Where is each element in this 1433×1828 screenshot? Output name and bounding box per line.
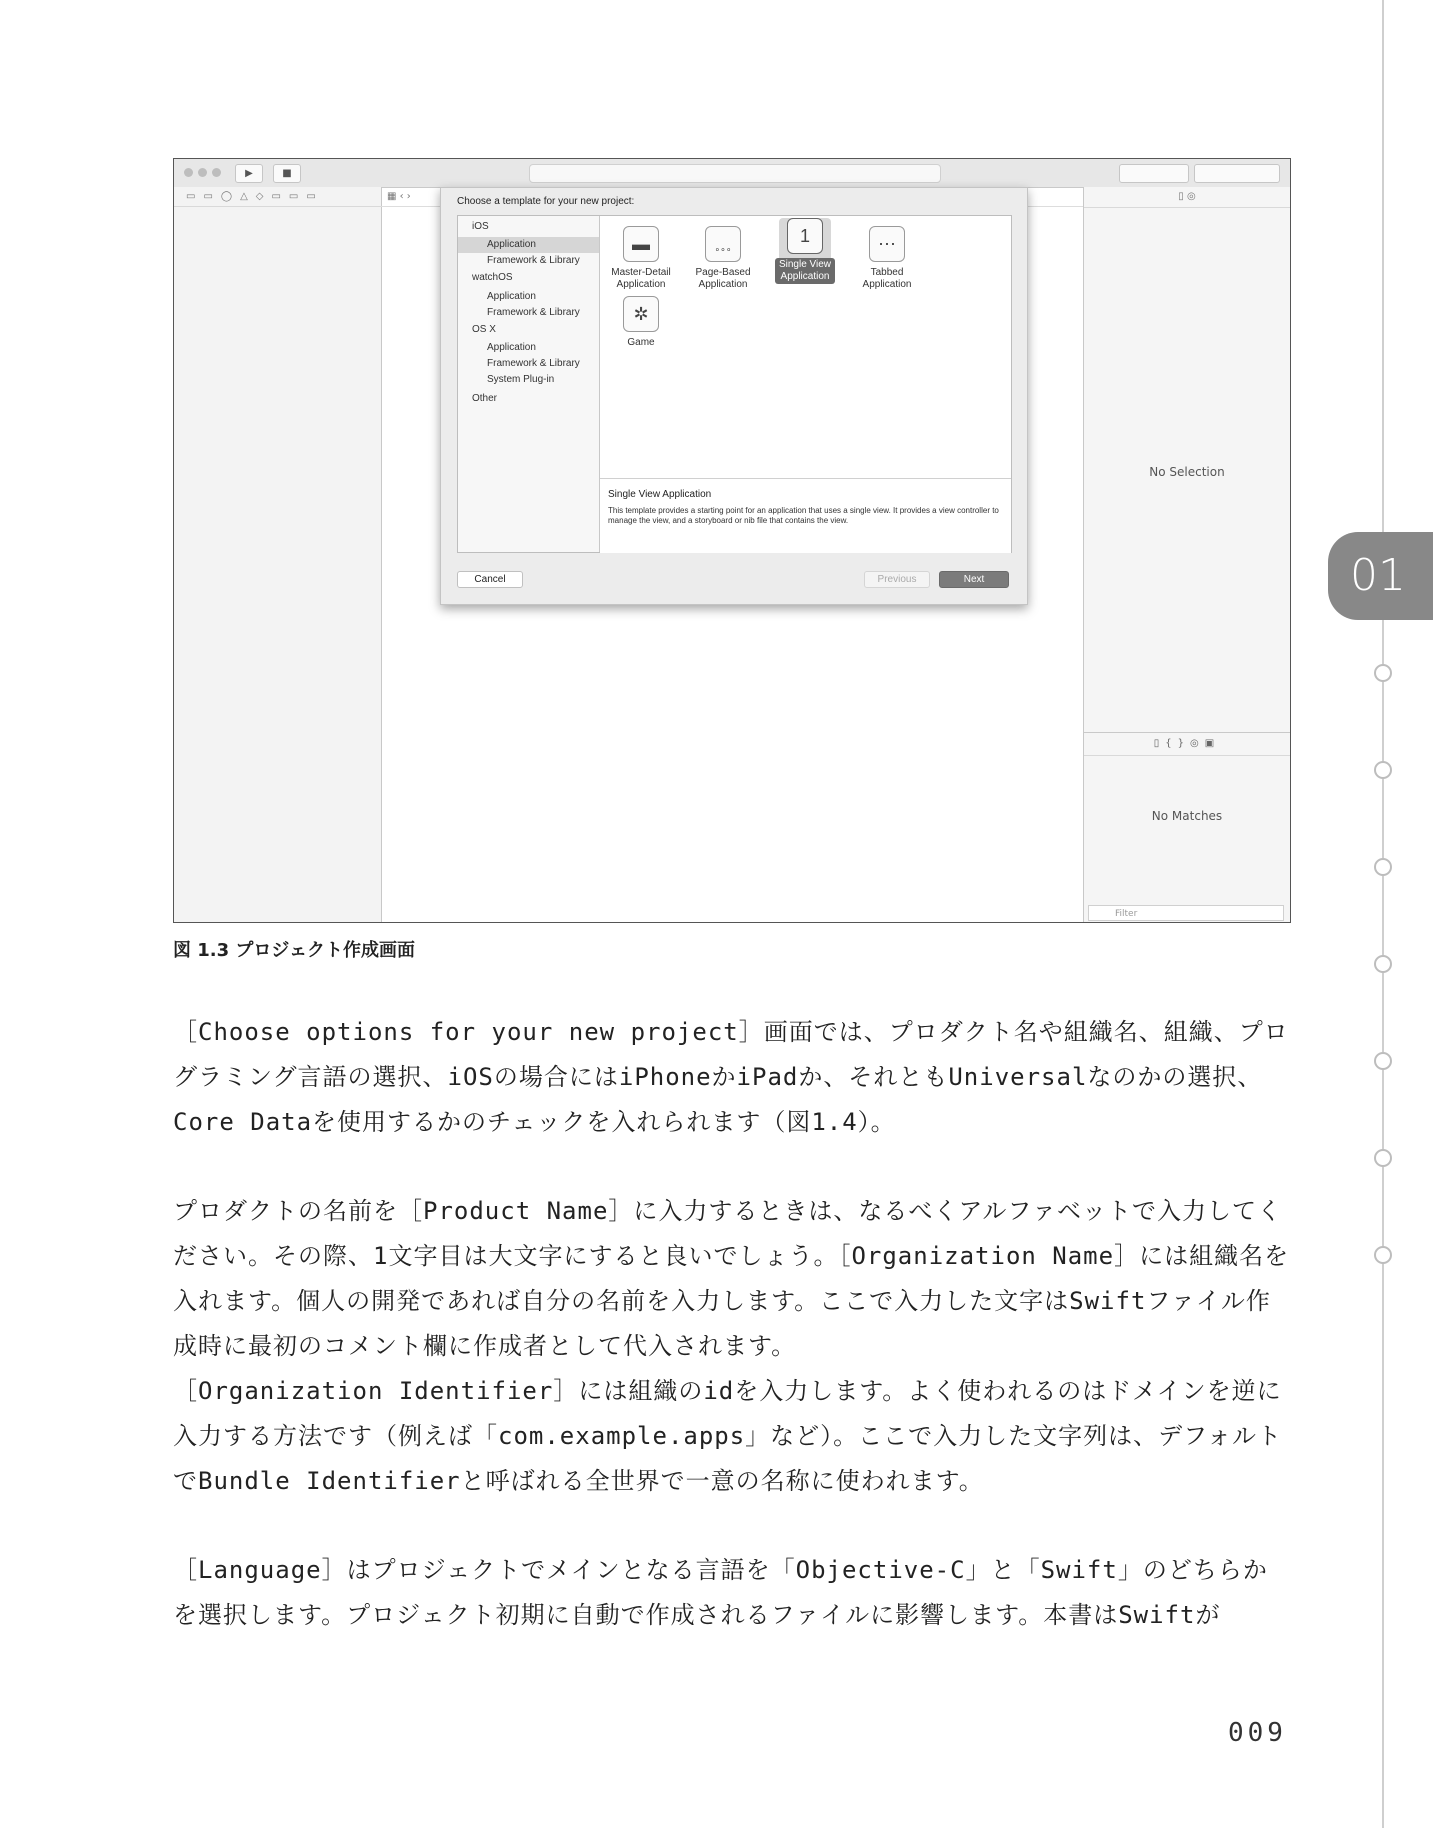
editor-mode-buttons[interactable]: [1119, 164, 1189, 183]
close-window-icon[interactable]: [184, 168, 193, 177]
xcode-screenshot: [173, 158, 1291, 923]
master-detail-icon: ▬: [623, 226, 659, 262]
template-label: Page-Based Application: [695, 267, 751, 290]
inspector-tabs[interactable]: ▯ ◎: [1084, 187, 1290, 208]
template-label: Game: [627, 337, 655, 348]
template-category[interactable]: Application: [458, 237, 599, 253]
rail-dot: [1374, 1149, 1392, 1167]
single-view-icon: 1: [787, 218, 823, 254]
dialog-frame: [457, 215, 1012, 553]
description-title: Single View Application: [608, 489, 712, 500]
template-option[interactable]: [842, 226, 932, 292]
inspector-area: [1084, 207, 1290, 733]
body-paragraph: ［Choose options for your new project］画面では、プロダクト名や組織名、組織、プログラミング言語の選択、iOSの場合にはiPhoneかiPadか、それともUniversalなのかの選択、Core Dataを使用するかのチェックを入れられます（図1.4）。: [173, 1018, 1289, 1136]
description-body: This template provides a starting point for an application that uses a single view. It provides a view controller to manage the view, and a storyboard or nib file that contains the view.: [608, 506, 999, 525]
zoom-window-icon[interactable]: [212, 168, 221, 177]
rail-dot: [1374, 1246, 1392, 1264]
rail-dot: [1374, 1052, 1392, 1070]
run-button[interactable]: ▶: [235, 164, 263, 183]
editor-jump-bar[interactable]: ▦ ‹ ›: [381, 187, 1256, 207]
window-toolbar: [174, 159, 1290, 188]
rail-dot: [1374, 955, 1392, 973]
template-category[interactable]: Framework & Library: [487, 358, 580, 369]
template-category[interactable]: Framework & Library: [487, 307, 580, 318]
stop-button[interactable]: ■: [273, 164, 301, 183]
template-category[interactable]: System Plug-in: [487, 374, 555, 385]
figure-caption: 図 1.3 プロジェクト作成画面: [173, 940, 416, 961]
template-category[interactable]: Application: [487, 342, 536, 353]
page-number: 009: [1228, 1718, 1287, 1748]
template-label: Single View Application: [775, 258, 835, 284]
minimize-window-icon[interactable]: [198, 168, 207, 177]
library-filter-input[interactable]: Filter: [1088, 905, 1284, 921]
rail-dot: [1374, 858, 1392, 876]
rail-dot: [1374, 664, 1392, 682]
tabbed-icon: ⋯: [869, 226, 905, 262]
navigator-pane: [174, 187, 382, 923]
chapter-tab: 01: [1328, 532, 1433, 620]
template-category[interactable]: OS X: [472, 324, 496, 335]
chapter-rail: [1382, 0, 1384, 1828]
body-paragraph: プロダクトの名前を［Product Name］に入力するときは、なるべくアルファベットで入力してください。その際、1文字目は大文字にすると良いでしょう。［Organization Name］には組織名を入れます。個人の開発であれば自分の名前を入力します。ここで入力した文字はSwiftファイル作成時に最初のコメント欄に作成者として代入されます。: [173, 1197, 1290, 1360]
template-category[interactable]: Application: [487, 291, 536, 302]
no-matches-label: No Matches: [1151, 809, 1223, 823]
template-description: [600, 478, 1011, 553]
previous-button[interactable]: Previous: [864, 571, 930, 588]
template-category[interactable]: Other: [472, 393, 498, 404]
template-option[interactable]: [760, 218, 850, 284]
category-list: [458, 216, 600, 552]
game-icon: ✲: [623, 296, 659, 332]
view-toggle-buttons[interactable]: [1194, 164, 1280, 183]
template-option[interactable]: [678, 226, 768, 292]
navigator-tabs[interactable]: ▭▭◯△◇▭▭▭: [174, 187, 381, 207]
template-category[interactable]: iOS: [472, 221, 489, 232]
template-category[interactable]: watchOS: [472, 272, 513, 283]
library-tabs[interactable]: ▯{}◎▣: [1084, 733, 1290, 756]
template-grid: [600, 216, 1011, 478]
template-label: Master-Detail Application: [611, 267, 671, 290]
template-category[interactable]: Framework & Library: [487, 255, 580, 266]
template-option[interactable]: [596, 296, 686, 350]
body-paragraph: ［Organization Identifier］には組織のidを入力します。よく使われるのはドメインを逆に入力する方法です（例えば「com.example.apps」など）。ここで入力した文字列は、デフォルトでBundle Identifierと呼ばれる全世界で一意の名称に使われます。: [173, 1377, 1282, 1495]
cancel-button[interactable]: Cancel: [457, 571, 523, 588]
page-based-icon: ∘∘∘: [705, 226, 741, 262]
no-selection-label: No Selection: [1149, 465, 1225, 479]
utilities-pane: [1083, 187, 1290, 923]
rail-dot: [1374, 761, 1392, 779]
template-label: Tabbed Application: [862, 267, 912, 290]
activity-viewer: [529, 164, 941, 183]
next-button[interactable]: Next: [939, 571, 1009, 588]
template-option[interactable]: [596, 226, 686, 292]
template-dialog: [440, 187, 1028, 605]
dialog-title: Choose a template for your new project:: [457, 196, 635, 207]
body-paragraph: ［Language］はプロジェクトでメインとなる言語を「Objective-C」と「Swift」のどちらかを選択します。プロジェクト初期に自動で作成されるファイルに影響します。本書はSwiftが: [173, 1556, 1268, 1629]
